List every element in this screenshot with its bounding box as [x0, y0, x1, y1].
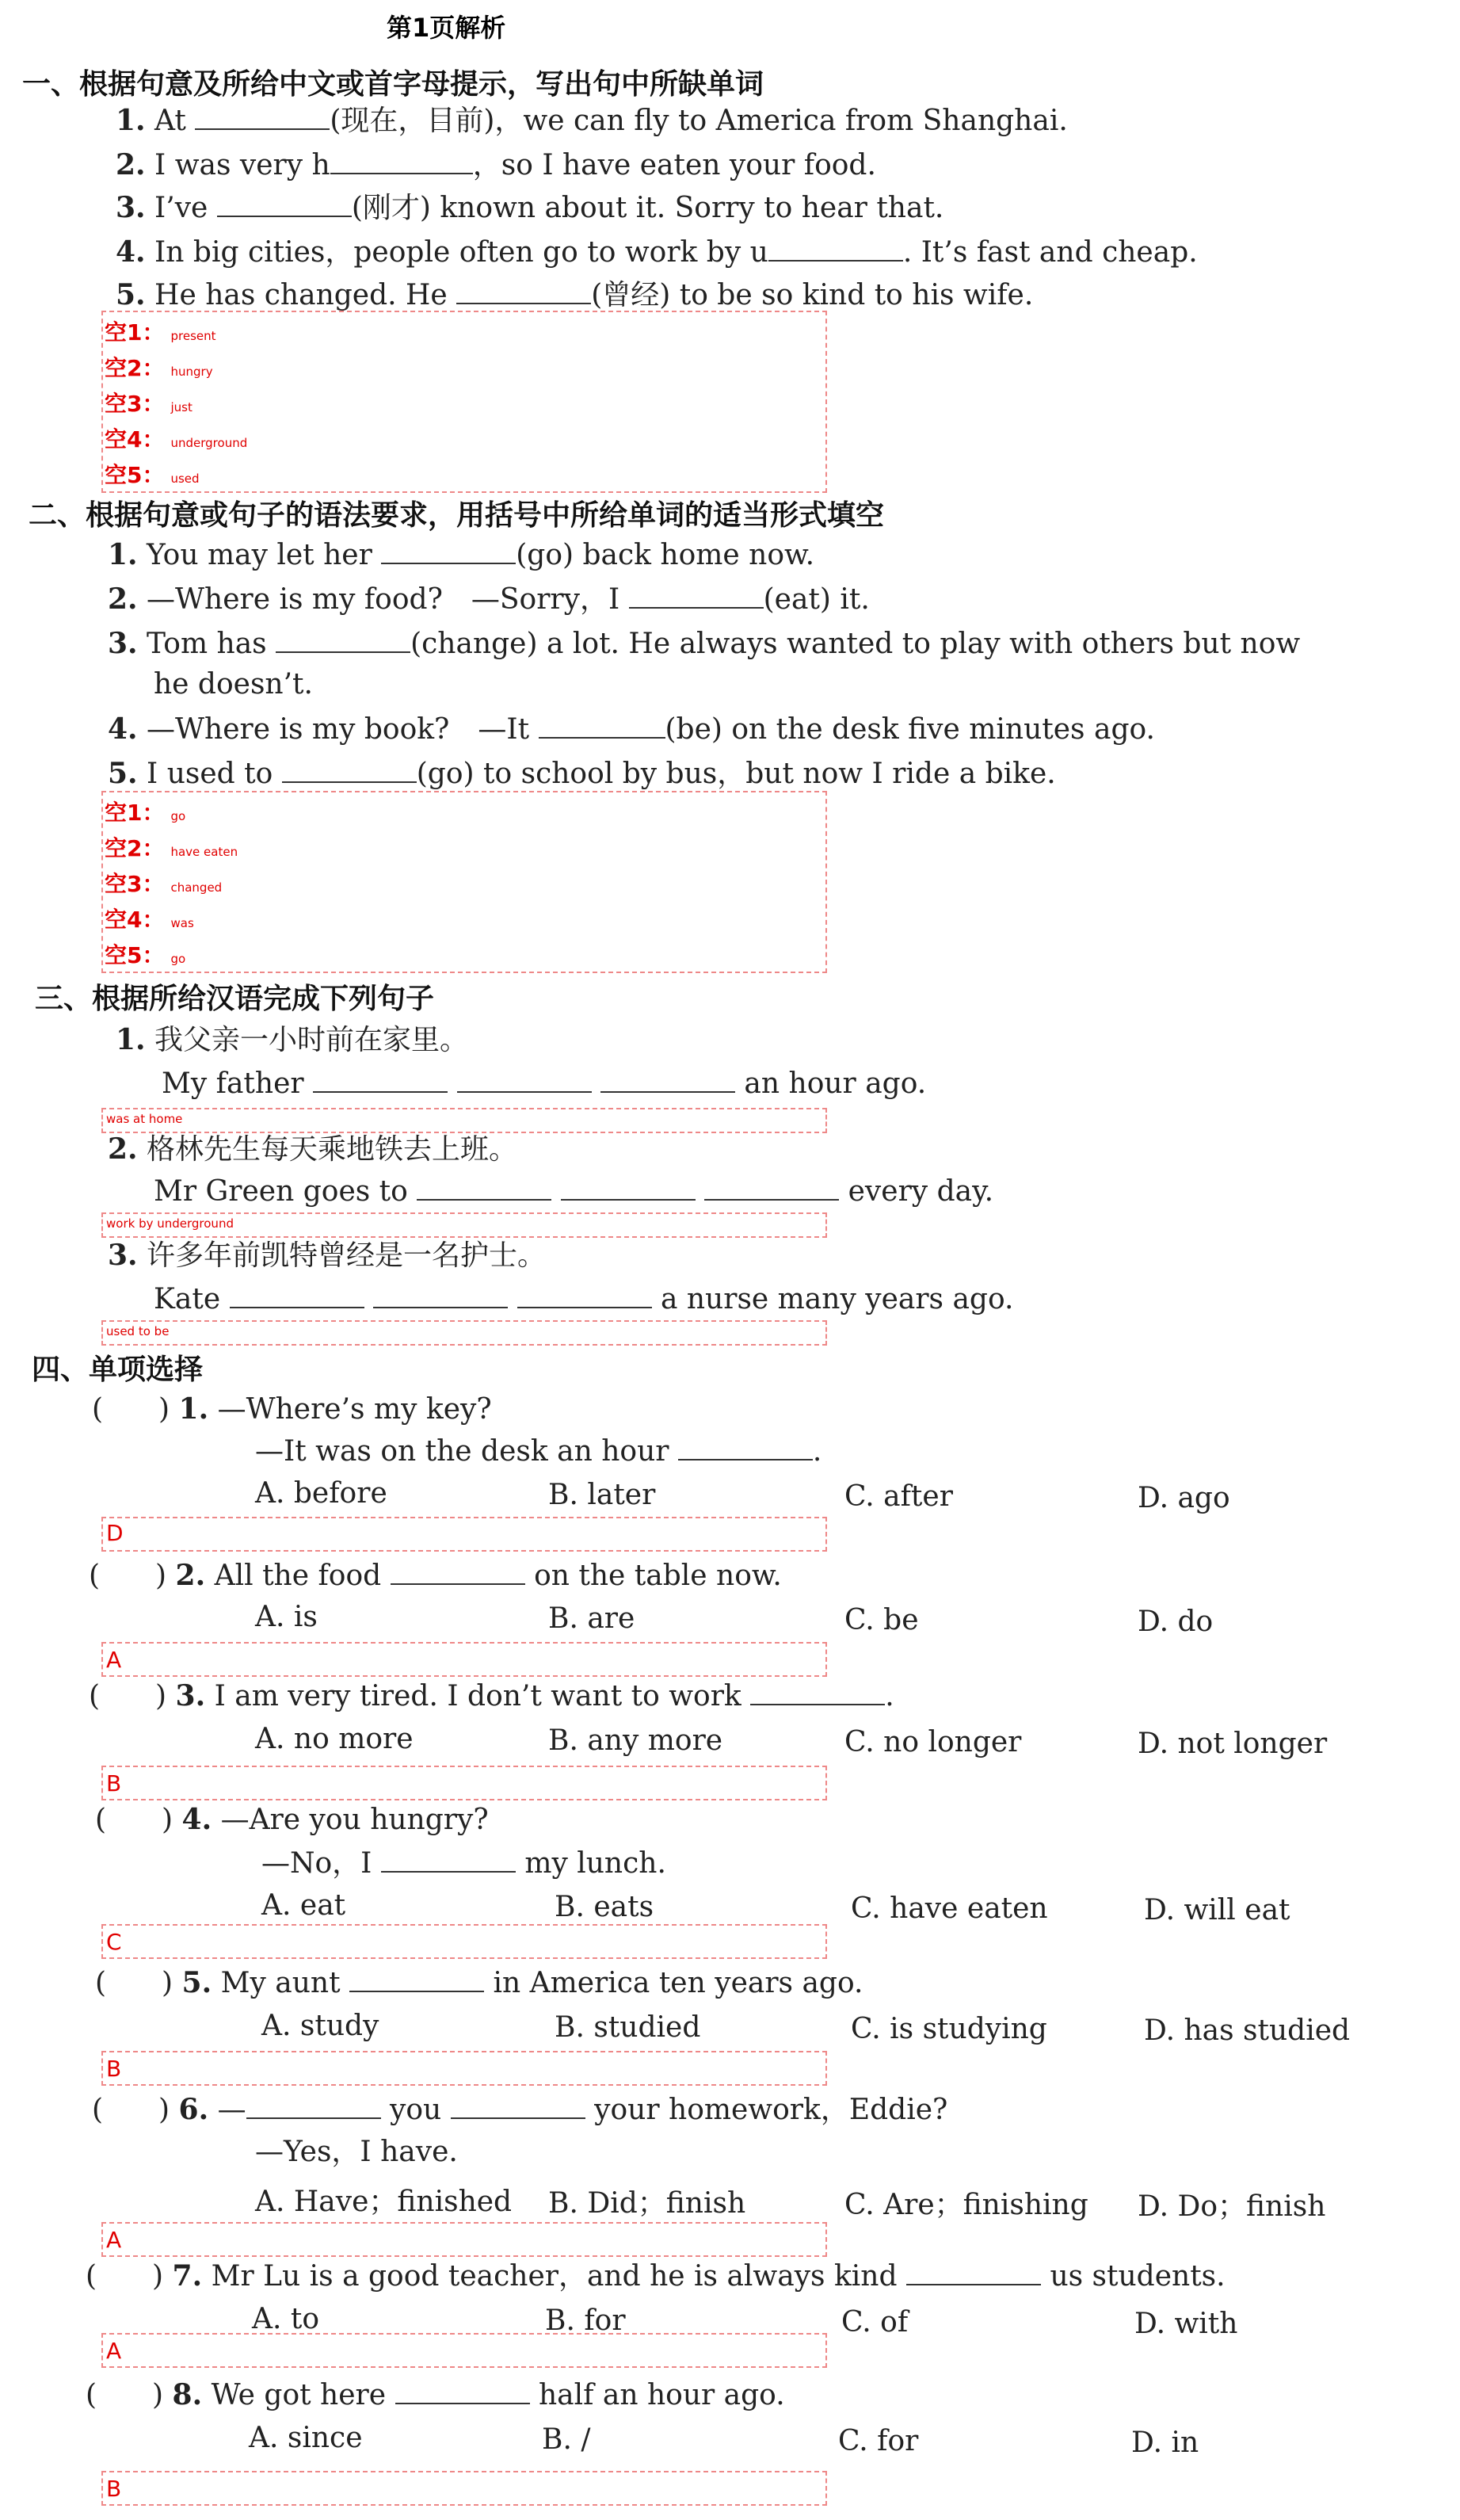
s4-question-6-line2: —Yes，I have.	[255, 2136, 458, 2168]
s4-question-8: ( ) 8. We got here half an hour ago.	[86, 2378, 785, 2411]
s3-question-2-en: Mr Green goes to every day.	[154, 1175, 994, 1208]
option-c[interactable]: C. no longer	[844, 1726, 1022, 1758]
answer-line-2: 空2： have eaten	[105, 835, 238, 861]
answer-box	[101, 1108, 827, 1133]
answer-blank[interactable]	[456, 279, 591, 304]
option-c[interactable]: C. have eaten	[851, 1892, 1048, 1925]
s4-question-2: ( ) 2. All the food on the table now.	[89, 1559, 782, 1592]
answer-blank[interactable]	[246, 2094, 381, 2119]
section-3-title: 三、根据所给汉语完成下列句子	[35, 983, 435, 1015]
answer-blank[interactable]	[457, 1067, 592, 1093]
answer-blank[interactable]	[417, 1175, 551, 1201]
s3-question-1-en: My father an hour ago.	[162, 1067, 927, 1100]
option-c[interactable]: C. is studying	[851, 2013, 1047, 2045]
answer-blank[interactable]	[750, 1680, 885, 1705]
q-text-after: ，so I have eaten your food.	[472, 149, 876, 181]
s4-question-4-line2: —No，I my lunch.	[261, 1847, 666, 1880]
s1-question-4	[116, 235, 1198, 270]
s4-question-1-line2: —It was on the desk an hour .	[255, 1435, 822, 1468]
section-2-title: 二、根据句意或句子的语法要求，用括号中所给单词的适当形式填空	[29, 499, 885, 532]
answer-box	[101, 2051, 827, 2086]
option-d[interactable]: D. ago	[1138, 1482, 1230, 1514]
s3-question-1-cn: 1. 我父亲一小时前在家里。	[116, 1023, 469, 1056]
s3-question-2-cn: 2. 格林先生每天乘地铁去上班。	[108, 1132, 518, 1166]
answer-blank[interactable]	[230, 1283, 364, 1308]
q-text-before: He has changed. He	[154, 279, 448, 311]
option-d[interactable]: D. not longer	[1138, 1728, 1328, 1760]
answer-blank[interactable]	[561, 1175, 696, 1201]
q-text-before: At	[154, 105, 186, 137]
option-b[interactable]: B. for	[545, 2304, 626, 2337]
answer-letter: A	[106, 1647, 122, 1673]
answer-blank[interactable]	[381, 539, 516, 564]
answer-line-2: 空2： hungry	[105, 355, 213, 381]
option-a[interactable]: A. no more	[255, 1723, 414, 1755]
answer-line-1: 空1： go	[105, 800, 186, 826]
answer-blank[interactable]	[282, 758, 417, 783]
s4-question-6: ( ) 6. — you your homework，Eddie?	[92, 2093, 948, 2126]
answer-blank[interactable]	[373, 1283, 508, 1308]
answer-letter: B	[106, 2056, 122, 2082]
answer-blank[interactable]	[217, 192, 352, 217]
q-number: 2.	[116, 148, 146, 181]
q-number: 5.	[116, 278, 146, 311]
answer-blank[interactable]	[391, 1560, 525, 1585]
s1-question-2	[116, 147, 876, 183]
answer-text: work by underground	[106, 1216, 234, 1231]
s3-question-3-cn: 3. 许多年前凯特曾经是一名护士。	[108, 1239, 547, 1272]
option-d[interactable]: D. in	[1131, 2426, 1199, 2459]
answer-blank[interactable]	[395, 2379, 530, 2404]
option-d[interactable]: D. has studied	[1144, 2014, 1351, 2047]
s2-question-3-cont: he doesn’t.	[154, 668, 313, 701]
answer-letter: A	[106, 2227, 122, 2253]
answer-box	[101, 1924, 827, 1959]
answer-blank[interactable]	[276, 628, 410, 653]
s4-question-4: ( ) 4. —Are you hungry?	[95, 1803, 489, 1836]
answer-blank[interactable]	[906, 2260, 1041, 2285]
option-d[interactable]: D. do	[1138, 1606, 1214, 1638]
answer-letter: B	[106, 2476, 122, 2502]
option-d[interactable]: D. Do；finish	[1138, 2190, 1326, 2223]
q-number: 3.	[116, 191, 146, 224]
answer-blank[interactable]	[451, 2094, 585, 2119]
answer-letter: A	[106, 2338, 122, 2364]
answer-blank[interactable]	[517, 1283, 652, 1308]
s2-question-4: 4. —Where is my book? —It (be) on the desk five minutes ago.	[108, 712, 1155, 746]
answer-blank[interactable]	[600, 1067, 735, 1093]
option-a[interactable]: A. since	[249, 2422, 363, 2454]
option-b[interactable]: B. Did；finish	[548, 2187, 746, 2220]
option-c[interactable]: C. of	[841, 2306, 909, 2339]
answer-box	[101, 1320, 827, 1346]
answer-box	[101, 2222, 827, 2257]
q-text-after: (刚才) known about it. Sorry to hear that.	[351, 192, 944, 224]
option-d[interactable]: D. with	[1134, 2308, 1238, 2340]
answer-box	[101, 2333, 827, 2368]
answer-blank[interactable]	[381, 1847, 516, 1873]
answer-blank[interactable]	[704, 1175, 839, 1201]
section-1-title: 一、根据句意及所给中文或首字母提示，写出句中所缺单词	[22, 68, 764, 101]
s1-question-3	[116, 190, 943, 226]
q-text-after: . It’s fast and cheap.	[902, 236, 1198, 269]
answer-letter: D	[106, 1520, 124, 1546]
option-b[interactable]: B. later	[548, 1479, 656, 1511]
q-number: 1.	[116, 104, 146, 137]
option-a[interactable]: A. eat	[261, 1889, 346, 1922]
option-b[interactable]: B. eats	[555, 1891, 654, 1923]
answer-box	[101, 1766, 827, 1800]
q-text-after: (现在，目前)，we can fly to America from Shanghai.	[330, 105, 1068, 137]
option-c[interactable]: C. be	[844, 1604, 919, 1636]
option-a[interactable]: A. Have；finished	[255, 2186, 513, 2218]
answer-text: was at home	[106, 1112, 183, 1126]
option-b[interactable]: B. any more	[548, 1724, 723, 1757]
answer-box	[101, 2471, 827, 2506]
answer-box	[101, 1642, 827, 1677]
s1-question-5	[116, 277, 1033, 312]
option-a[interactable]: A. study	[261, 2010, 379, 2042]
q-text-before: I was very h	[154, 149, 330, 181]
answer-blank[interactable]	[539, 713, 665, 739]
option-c[interactable]: C. Are；finishing	[844, 2189, 1088, 2221]
option-c[interactable]: C. for	[838, 2425, 919, 2457]
answer-text: used to be	[106, 1324, 170, 1338]
answer-blank[interactable]	[678, 1435, 813, 1460]
answer-box	[101, 1517, 827, 1552]
option-a[interactable]: A. to	[252, 2303, 320, 2335]
answer-blank[interactable]	[195, 105, 330, 130]
q-number: 4.	[116, 235, 146, 269]
answer-blank[interactable]	[768, 236, 903, 262]
s4-question-3: ( ) 3. I am very tired. I don’t want to work .	[89, 1679, 894, 1712]
s2-question-5: 5. I used to (go) to school by bus，but now I ride a bike.	[108, 757, 1056, 790]
answer-letter: C	[106, 1929, 122, 1955]
s3-question-3-en: Kate a nurse many years ago.	[154, 1283, 1014, 1315]
answer-line-1: 空1： present	[105, 319, 216, 346]
answer-line-3: 空3： changed	[105, 871, 223, 897]
answer-line-3: 空3： just	[105, 391, 193, 417]
option-b[interactable]: B. studied	[555, 2011, 701, 2044]
answer-blank[interactable]	[313, 1067, 448, 1093]
option-a[interactable]: A. before	[255, 1477, 387, 1510]
s4-question-7: ( ) 7. Mr Lu is a good teacher，and he is always kind us students.	[86, 2259, 1226, 2293]
answer-letter: B	[106, 1770, 122, 1796]
q-text-before: In big cities，people often go to work by u	[154, 236, 768, 269]
section-4-title: 四、单项选择	[32, 1354, 204, 1386]
s2-question-2: 2. —Where is my food? —Sorry，I (eat) it.	[108, 582, 870, 616]
page-title: 第1页解析	[387, 13, 506, 43]
option-b[interactable]: B. /	[542, 2423, 591, 2456]
option-c[interactable]: C. after	[844, 1480, 953, 1513]
option-a[interactable]: A. is	[255, 1601, 318, 1633]
s1-question-1	[116, 103, 1068, 139]
answer-blank[interactable]	[349, 1967, 484, 1992]
answer-line-5: 空5： go	[105, 942, 186, 968]
q-text-before: I’ve	[154, 192, 208, 224]
answer-line-4: 空4： was	[105, 907, 194, 933]
answer-line-5: 空5： used	[105, 462, 200, 488]
answer-blank[interactable]	[330, 149, 473, 174]
answer-line-4: 空4： underground	[105, 426, 248, 452]
option-b[interactable]: B. are	[548, 1602, 635, 1635]
s2-question-1: 1. You may let her (go) back home now.	[108, 538, 815, 571]
s2-question-3: 3. Tom has (change) a lot. He always wanted to play with others but now	[108, 627, 1301, 660]
option-d[interactable]: D. will eat	[1144, 1894, 1290, 1926]
s4-question-5: ( ) 5. My aunt in America ten years ago.	[95, 1966, 863, 1999]
q-text-after: (曾经) to be so kind to his wife.	[591, 279, 1034, 311]
answer-blank[interactable]	[629, 583, 764, 609]
s4-question-1: ( ) 1. —Where’s my key?	[92, 1392, 492, 1426]
